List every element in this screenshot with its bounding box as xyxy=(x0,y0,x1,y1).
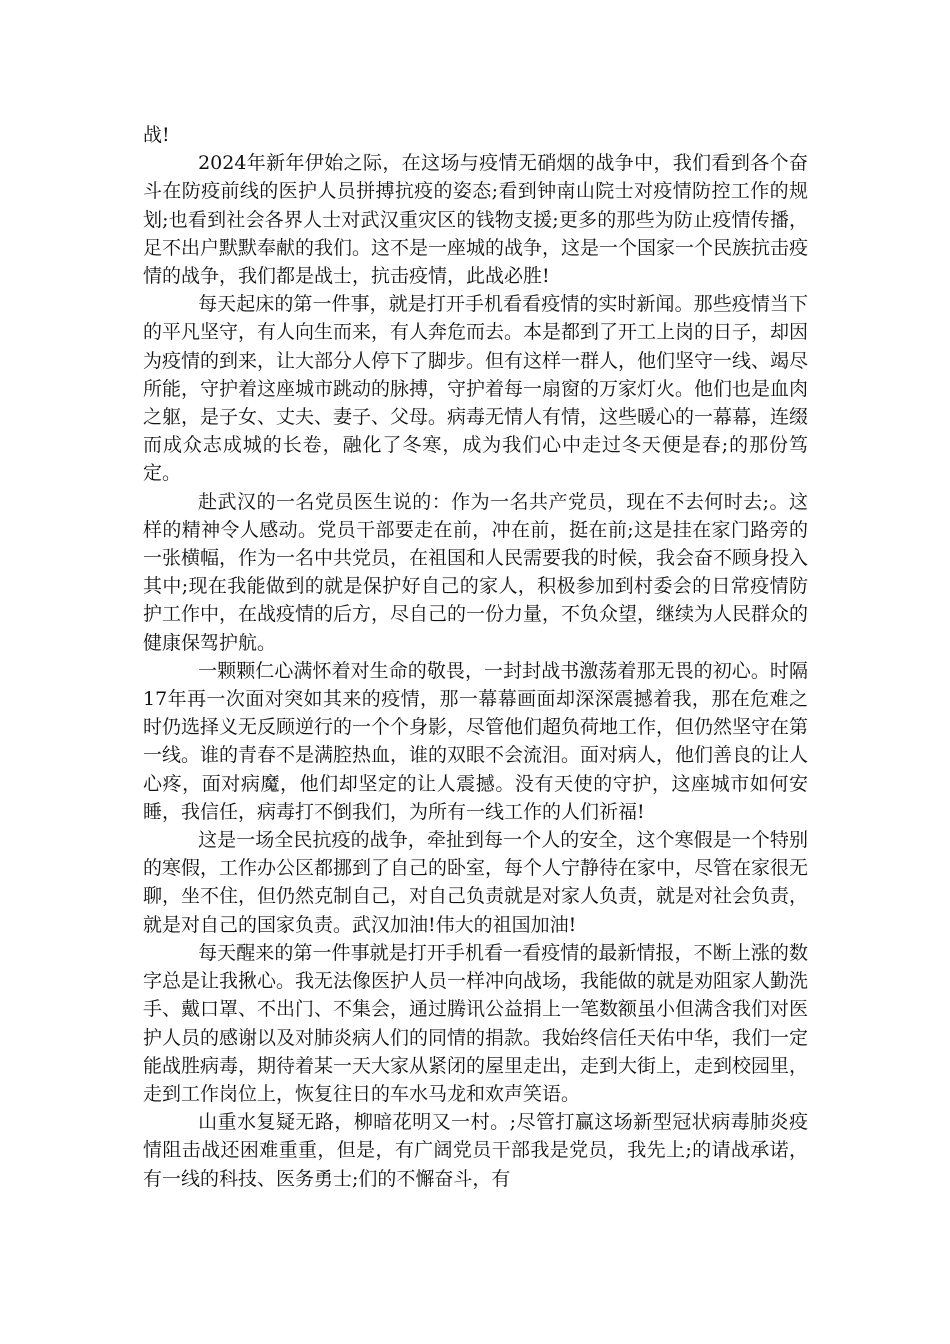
paragraph: 每天醒来的第一件事就是打开手机看一看疫情的最新情报，不断上涨的数字总是让我揪心。我无法像医护人员一样冲向战场，我能做的就是劝阻家人勤洗手、戴口罩、不出门、不集会，通过腾讯公益捐上一笔数额虽小但满含我们对医护人员的感谢以及对肺炎病人们的同情的捐款。我始终信任天佑中华，我们一定能战胜病毒，期待着某一天大家从紧闭的屋里走出，走到大街上，走到校园里，走到工作岗位上，恢复往日的车水马龙和欢声笑语。 xyxy=(143,941,809,1105)
paragraph: 这是一场全民抗疫的战争，牵扯到每一个人的安全，这个寒假是一个特别的寒假，工作办公区都挪到了自己的卧室，每个人宁静待在家中，尽管在家很无聊，坐不住，但仍然克制自己，对自己负责就是对家人负责，就是对社会负责，就是对自己的国家负责。武汉加油!伟大的祖国加油! xyxy=(143,829,809,936)
paragraph: 一颗颗仁心满怀着对生命的敬畏，一封封战书激荡着那无畏的初心。时隔17年再一次面对突如其来的疫情，那一幕幕画面却深深震撼着我，那在危难之时仍选择义无反顾逆行的一个个身影，尽管他们超负荷地工作，但仍然坚守在第一线。谁的青春不是满腔热血，谁的双眼不会流泪。面对病人，他们善良的让人心疼，面对病魔，他们却坚定的让人震撼。没有天使的守护，这座城市如何安睡，我信任，病毒打不倒我们，为所有一线工作的人们祈福! xyxy=(143,659,809,823)
document-body xyxy=(143,121,808,1193)
paragraph: 2024年新年伊始之际，在这场与疫情无硝烟的战争中，我们看到各个奋斗在防疫前线的医护人员拼搏抗疫的姿态;看到钟南山院士对疫情防控工作的规划;也看到社会各界人士对武汉重灾区的钱物支援;更多的那些为防止疫情传播，足不出户默默奉献的我们。这不是一座城的战争，这是一个国家一个民族抗击疫情的战争，我们都是战士，抗击疫情，此战必胜! xyxy=(143,152,809,288)
paragraph: 山重水复疑无路，柳暗花明又一村。;尽管打赢这场新型冠状病毒肺炎疫情阻击战还困难重重，但是，有广阔党员干部我是党员，我先上;的请战承诺，有一线的科技、医务勇士;们的不懈奋斗，有 xyxy=(143,1111,808,1190)
paragraph: 赴武汉的一名党员医生说的：作为一名共产党员，现在不去何时去;。这样的精神令人感动。党员干部要走在前，冲在前，挺在前;这是挂在家门路旁的一张横幅，作为一名中共党员，在祖国和人民需要我的时候，我会奋不顾身投入其中;现在我能做到的就是保护好自己的家人，积极参加到村委会的日常疫情防护工作中，在战疫情的后方，尽自己的一份力量，不负众望，继续为人民群众的健康保驾护航。 xyxy=(143,490,809,654)
paragraph: 战! xyxy=(143,124,170,146)
paragraph: 每天起床的第一件事，就是打开手机看看疫情的实时新闻。那些疫情当下的平凡坚守，有人向生而来，有人奔危而去。本是都到了开工上岗的日子，却因为疫情的到来，让大部分人停下了脚步。但有这样一群人，他们坚守一线、竭尽所能，守护着这座城市跳动的脉搏，守护着每一扇窗的万家灯火。他们也是血肉之躯，是子女、丈夫、妻子、父母。病毒无情人有情，这些暖心的一幕幕，连缀而成众志成城的长卷，融化了冬寒，成为我们心中走过冬天便是春;的那份笃定。 xyxy=(143,293,809,485)
